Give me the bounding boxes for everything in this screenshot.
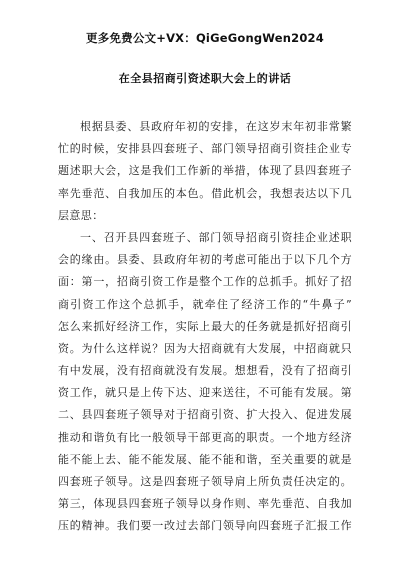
body-text-line: 怎么来抓好经济工作，实际上最大的任务就是抓好招商引	[58, 319, 352, 333]
body-text-line: 第三，体现县四套班子领导以身作则、率先垂范、自我加	[58, 497, 352, 511]
body-text-line: 四套班子领导。这是四套班子领导肩上所负责任决定的。	[58, 475, 352, 488]
body-text-line: 率先垂范、自我加压的本色。借此机会，我想表达以下几	[58, 186, 352, 200]
body-text-line: 会的缘由。县委、县政府年初的考虑可能出于以下几个方	[58, 253, 352, 267]
body-text-line: 推动和谐负有比一般领导干部更高的职责。一个地方经济	[58, 430, 352, 444]
document-body	[58, 116, 352, 538]
body-text-line: 有中发展，没有招商就没有发展。想想看，没有了招商引	[58, 364, 352, 378]
body-text-line: 压的精神。我们要一改过去部门领导向四套班子汇报工作	[58, 519, 352, 533]
body-text-line: 题述职大会，这是我们工作新的举措，体现了县四套班子	[58, 164, 352, 178]
body-text-line: 忙的时候，安排县四套班子、部门领导招商引资挂企业专	[58, 142, 352, 156]
body-text-line: 资工作，就只是上传下达、迎来送往，不可能有发展。第	[58, 386, 352, 400]
body-text-line: 商引资工作这个总抓手，就牵住了经济工作的“牛鼻子”	[58, 297, 352, 311]
body-text-line: 资。为什么这样说？因为大招商就有大发展，中招商就只	[58, 341, 352, 355]
body-text-line: 层意思：	[58, 208, 104, 222]
body-text-line: 面：第一，招商引资工作是整个工作的总抓手。抓好了招	[58, 275, 352, 289]
document-title: 在全县招商引资述职大会上的讲话	[118, 72, 292, 85]
watermark-header: 更多免费公文+VX：QiGeGongWen2024	[86, 31, 324, 45]
body-text-line: 二、县四套班子领导对于招商引资、扩大投入、促进发展	[58, 408, 352, 422]
body-text-line: 能不能上去、能不能发展、能不能和谐，至关重要的就是	[58, 452, 352, 466]
body-text-line: 一、召开县四套班子、部门领导招商引资挂企业述职	[80, 230, 352, 244]
body-text-line: 根据县委、县政府年初的安排，在这岁末年初非常繁	[80, 120, 352, 133]
